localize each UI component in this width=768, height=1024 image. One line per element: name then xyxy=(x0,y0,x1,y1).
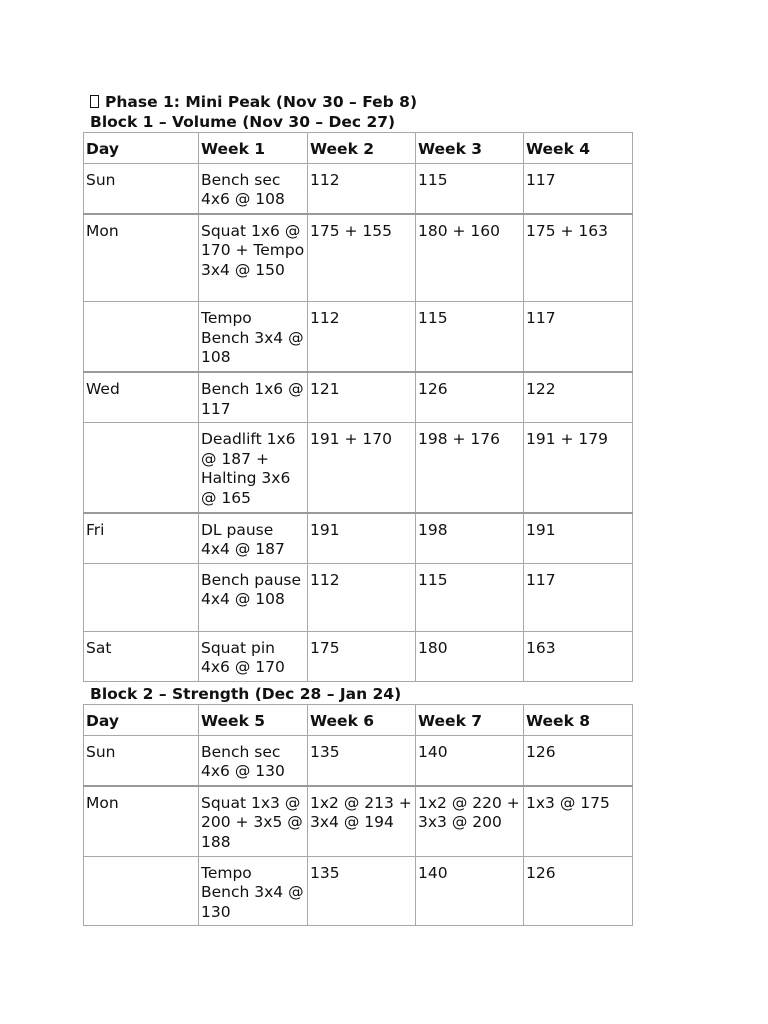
block-1-title: Block 1 – Volume (Nov 30 – Dec 27) xyxy=(90,113,396,131)
week-cell: 121 xyxy=(308,372,416,423)
week-cell: 180 + 160 xyxy=(416,214,524,302)
block-1-table xyxy=(83,132,633,682)
column-header: Week 7 xyxy=(416,705,524,736)
week-cell: 191 + 170 xyxy=(308,423,416,513)
phase-title-text: Phase 1: Mini Peak (Nov 30 – Feb 8) xyxy=(105,93,418,111)
week-cell: 115 xyxy=(416,163,524,214)
day-cell xyxy=(84,856,199,926)
week-cell: 115 xyxy=(416,563,524,631)
week-cell: 163 xyxy=(524,631,633,681)
week-cell: 198 + 176 xyxy=(416,423,524,513)
day-cell xyxy=(84,423,199,513)
column-header: Week 1 xyxy=(199,133,308,164)
table-row xyxy=(84,163,633,214)
column-header: Day xyxy=(84,705,199,736)
exercise-cell: Deadlift 1x6 @ 187 + Halting 3x6 @ 165 xyxy=(199,423,308,513)
week-cell: 1x2 @ 220 + 3x3 @ 200 xyxy=(416,786,524,856)
table-header-row xyxy=(84,133,633,164)
table-row xyxy=(84,513,633,564)
week-cell: 191 xyxy=(308,513,416,564)
week-cell: 135 xyxy=(308,735,416,786)
week-cell: 191 + 179 xyxy=(524,423,633,513)
week-cell: 115 xyxy=(416,302,524,372)
exercise-cell: Tempo Bench 3x4 @ 108 xyxy=(199,302,308,372)
table-row xyxy=(84,563,633,631)
week-cell: 112 xyxy=(308,163,416,214)
week-cell: 117 xyxy=(524,163,633,214)
block-2-table xyxy=(83,704,633,926)
week-cell: 126 xyxy=(416,372,524,423)
week-cell: 140 xyxy=(416,856,524,926)
table-row xyxy=(84,302,633,372)
week-cell: 126 xyxy=(524,735,633,786)
column-header: Week 2 xyxy=(308,133,416,164)
day-cell: Sat xyxy=(84,631,199,681)
table-row xyxy=(84,214,633,302)
week-cell: 180 xyxy=(416,631,524,681)
table-row xyxy=(84,786,633,856)
table-row xyxy=(84,631,633,681)
table-row xyxy=(84,735,633,786)
block-2-title: Block 2 – Strength (Dec 28 – Jan 24) xyxy=(90,685,402,703)
exercise-cell: Tempo Bench 3x4 @ 130 xyxy=(199,856,308,926)
week-cell: 112 xyxy=(308,302,416,372)
week-cell: 117 xyxy=(524,302,633,372)
column-header: Week 4 xyxy=(524,133,633,164)
exercise-cell: Bench 1x6 @ 117 xyxy=(199,372,308,423)
exercise-cell: DL pause 4x4 @ 187 xyxy=(199,513,308,564)
week-cell: 198 xyxy=(416,513,524,564)
column-header: Week 6 xyxy=(308,705,416,736)
week-cell: 117 xyxy=(524,563,633,631)
week-cell: 191 xyxy=(524,513,633,564)
day-cell: Mon xyxy=(84,214,199,302)
week-cell: 1x2 @ 213 + 3x4 @ 194 xyxy=(308,786,416,856)
exercise-cell: Squat 1x6 @ 170 + Tempo 3x4 @ 150 xyxy=(199,214,308,302)
day-cell xyxy=(84,563,199,631)
exercise-cell: Bench pause 4x4 @ 108 xyxy=(199,563,308,631)
exercise-cell: Bench sec 4x6 @ 130 xyxy=(199,735,308,786)
day-cell: Sun xyxy=(84,735,199,786)
missing-glyph-box-icon xyxy=(90,95,99,108)
column-header: Week 8 xyxy=(524,705,633,736)
day-cell: Sun xyxy=(84,163,199,214)
table-row xyxy=(84,423,633,513)
table-row xyxy=(84,856,633,926)
day-cell: Mon xyxy=(84,786,199,856)
column-header: Week 5 xyxy=(199,705,308,736)
exercise-cell: Bench sec 4x6 @ 108 xyxy=(199,163,308,214)
day-cell: Wed xyxy=(84,372,199,423)
phase-title xyxy=(90,93,417,112)
week-cell: 135 xyxy=(308,856,416,926)
exercise-cell: Squat 1x3 @ 200 + 3x5 @ 188 xyxy=(199,786,308,856)
table-row xyxy=(84,372,633,423)
week-cell: 175 xyxy=(308,631,416,681)
week-cell: 175 + 155 xyxy=(308,214,416,302)
exercise-cell: Squat pin 4x6 @ 170 xyxy=(199,631,308,681)
column-header: Day xyxy=(84,133,199,164)
table-header-row xyxy=(84,705,633,736)
week-cell: 126 xyxy=(524,856,633,926)
day-cell: Fri xyxy=(84,513,199,564)
day-cell xyxy=(84,302,199,372)
week-cell: 175 + 163 xyxy=(524,214,633,302)
week-cell: 122 xyxy=(524,372,633,423)
week-cell: 1x3 @ 175 xyxy=(524,786,633,856)
week-cell: 112 xyxy=(308,563,416,631)
column-header: Week 3 xyxy=(416,133,524,164)
week-cell: 140 xyxy=(416,735,524,786)
